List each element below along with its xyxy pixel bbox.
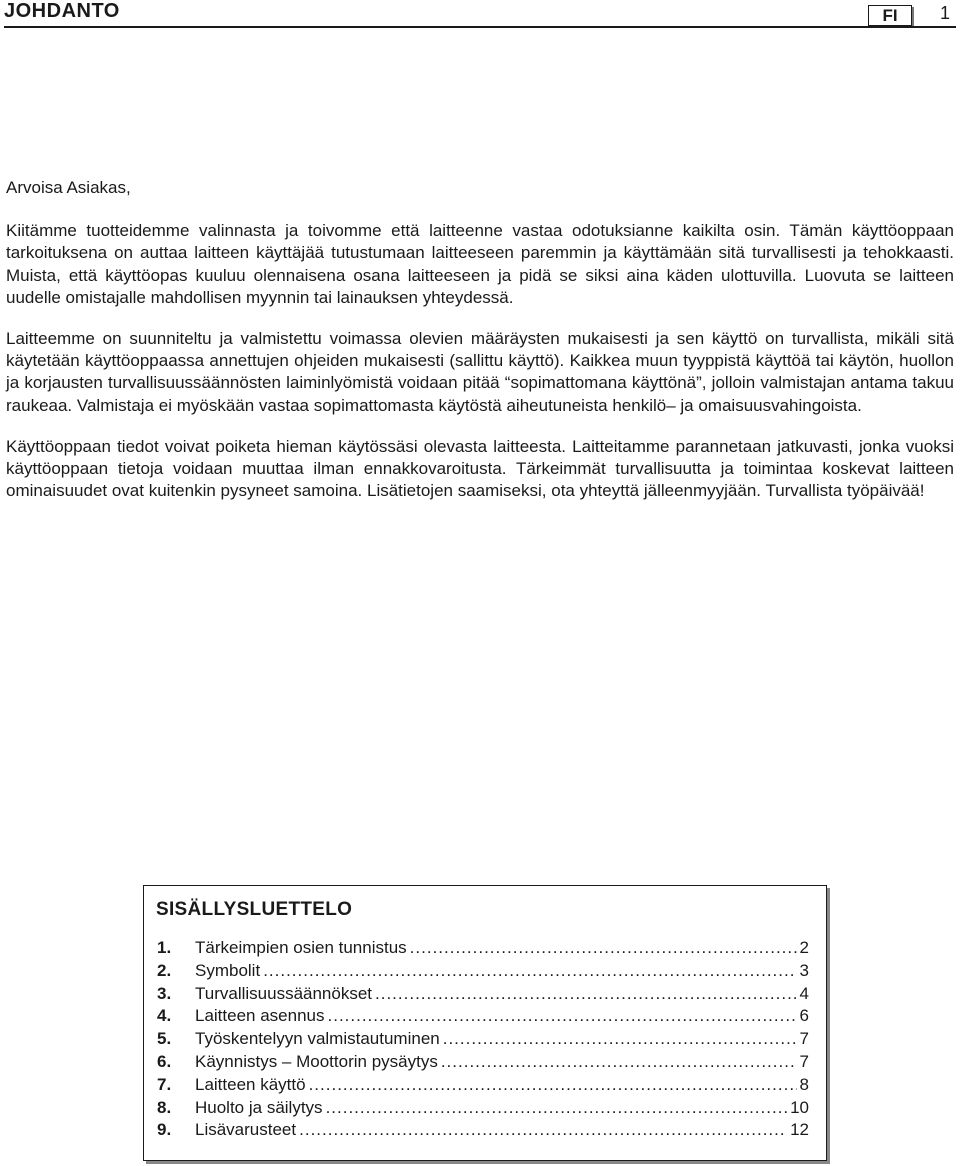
toc-item-label: Turvallisuussäännökset xyxy=(195,983,373,1003)
toc-leader xyxy=(299,1120,787,1140)
toc-item[interactable] xyxy=(157,1098,809,1121)
toc-item-label: Työskentelyyn valmistautuminen xyxy=(195,1029,440,1049)
toc-item[interactable] xyxy=(157,984,809,1007)
toc-item-label: Huolto ja säilytys xyxy=(195,1097,323,1117)
header-divider xyxy=(4,26,956,28)
page-number: 1 xyxy=(940,3,951,23)
toc-item-page: 3 xyxy=(799,960,809,980)
language-badge: FI xyxy=(868,5,912,26)
greeting: Arvoisa Asiakas, xyxy=(6,178,131,197)
toc-item-number: 2. xyxy=(157,960,172,980)
toc-item-number: 7. xyxy=(157,1074,172,1094)
paragraph: Käyttöoppaan tiedot voivat poiketa hieman käytössäsi olevasta laitteesta. Laitteitamme parannetaan jatkuvasti, jonka vuoksi käyttöoppaan tietoja voidaan muuttaa ilman ennakkovaroitusta. Tärkeimmät turvallisuutta ja toimintaa koskevat laitteen ominaisuudet ovat kuitenkin pysyneet samoina. Lisätietojen saamiseksi, ota yhteyttä jälleenmyyjään. Turvallista työpäivää! xyxy=(6,436,954,501)
toc-item[interactable] xyxy=(157,961,809,984)
toc-item-label: Käynnistys – Moottorin pysäytys xyxy=(195,1051,438,1071)
toc-item-number: 6. xyxy=(157,1051,172,1071)
toc-title: SISÄLLYSLUETTELO xyxy=(156,899,353,920)
paragraph: Kiitämme tuotteidemme valinnasta ja toivomme että laitteenne vastaa odotuksianne kaikilta osin. Tämän käyttöoppaan tarkoituksena on auttaa laitteen käyttäjää tutustumaan laitteeseen paremmin ja käyttämään sitä turvallisesti ja tehokkaasti. Muista, että käyttöopas kuuluu olennaisena osana laitteeseen ja pidä se siksi aina käden ulottuvilla. Luovuta se laitteen uudelle omistajalle mahdollisen myynnin tai lainauksen yhteydessä. xyxy=(6,221,954,307)
toc-item-label: Symbolit xyxy=(195,960,261,980)
toc-item-page: 8 xyxy=(799,1074,809,1094)
table-of-contents xyxy=(143,885,827,1161)
toc-leader xyxy=(309,1075,797,1095)
toc-item-number: 3. xyxy=(157,983,172,1003)
toc-item-page: 7 xyxy=(799,1029,809,1049)
toc-leader xyxy=(263,961,796,981)
toc-item[interactable] xyxy=(157,1029,809,1052)
toc-item-number: 1. xyxy=(157,938,172,957)
toc-item-page: 7 xyxy=(799,1051,809,1071)
section-title: JOHDANTO xyxy=(4,0,120,22)
toc-leader xyxy=(326,1098,788,1118)
paragraph: Laitteemme on suunniteltu ja valmistettu voimassa olevien määräysten mukaisesti ja sen käyttö on turvallista, mikäli sitä käytetään käyttöoppaassa annettujen ohjeiden mukaisesti (sallittu käyttö). Kaikkea muun tyyppistä käyttöä tai käytön, huollon ja korjausten turvallisuussäännösten laiminlyömistä voidaan pitää “sopimattomana käyttönä”, jolloin valmistajan antama takuu raukeaa. Valmistaja ei myöskään vastaa sopimattomasta käytöstä aiheutuneista henkilö– ja omaisuusvahingoista. xyxy=(6,329,954,415)
toc-item-label: Lisävarusteet xyxy=(195,1120,297,1140)
toc-item-page: 2 xyxy=(799,938,809,957)
toc-item[interactable] xyxy=(157,1052,809,1075)
toc-item-page: 6 xyxy=(799,1006,809,1026)
toc-leader xyxy=(441,1052,797,1072)
toc-item-number: 9. xyxy=(157,1120,172,1140)
toc-item[interactable] xyxy=(157,1075,809,1098)
toc-leader xyxy=(375,984,797,1004)
toc-leader xyxy=(328,1006,797,1026)
page-header xyxy=(0,0,960,32)
toc-item-page: 12 xyxy=(790,1120,809,1140)
toc-leader xyxy=(410,938,797,958)
toc-item-page: 4 xyxy=(799,983,809,1003)
toc-item[interactable] xyxy=(157,1006,809,1029)
toc-item-label: Laitteen asennus xyxy=(195,1006,325,1026)
toc-item-number: 4. xyxy=(157,1006,172,1026)
toc-item-page: 10 xyxy=(790,1097,809,1117)
intro-text xyxy=(6,177,954,521)
toc-item-number: 5. xyxy=(157,1029,172,1049)
toc-item[interactable] xyxy=(157,1120,809,1143)
toc-item-label: Laitteen käyttö xyxy=(195,1074,306,1094)
toc-item[interactable] xyxy=(157,938,809,961)
toc-leader xyxy=(443,1029,797,1049)
toc-list xyxy=(157,938,809,1143)
toc-item-label: Tärkeimpien osien tunnistus xyxy=(195,938,407,957)
toc-item-number: 8. xyxy=(157,1097,172,1117)
